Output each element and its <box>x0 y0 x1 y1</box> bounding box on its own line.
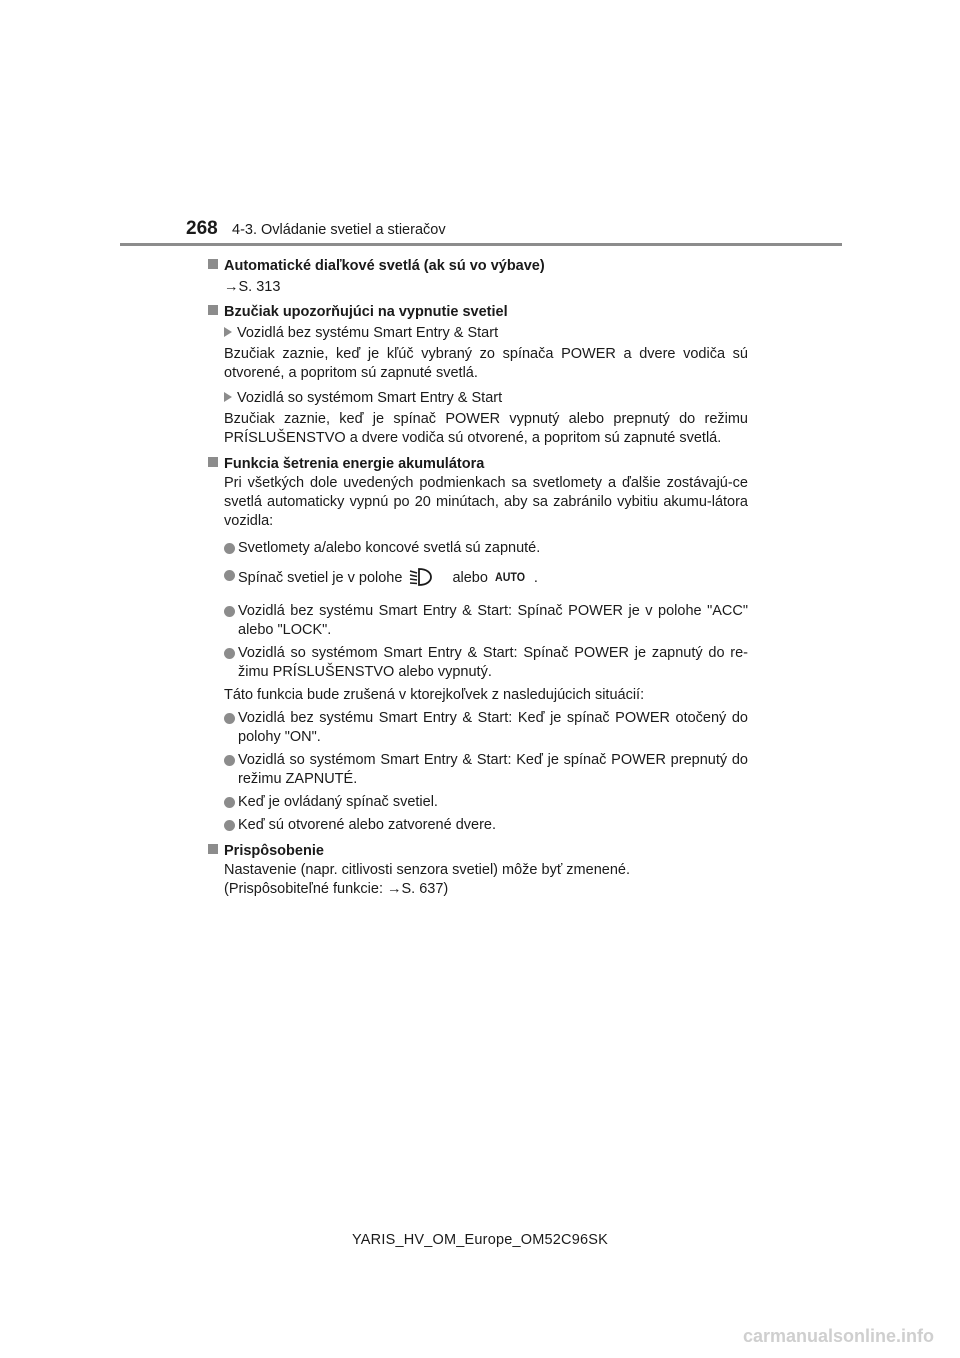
bullet-dot-icon <box>224 648 235 659</box>
heading-battery-saver: Funkcia šetrenia energie akumulátora <box>208 452 748 474</box>
page-number: 268 <box>186 218 218 239</box>
watermark: carmanualsonline.info <box>742 1326 934 1346</box>
heading-customization: Prispôsobenie <box>208 839 748 861</box>
vehicle-type-label: Vozidlá bez systému Smart Entry & Start <box>224 324 748 343</box>
paragraph: Nastavenie (napr. citlivosti senzora svetiel) môže byť zmenené. <box>224 862 630 878</box>
paragraph: Bzučiak zaznie, keď je kľúč vybraný zo spínača POWER a dvere vodiča sú otvorené, a popritom sú zapnuté svetlá. <box>224 346 748 381</box>
square-bullet-icon <box>208 844 218 854</box>
auto-icon <box>494 568 528 590</box>
bullet-dot-icon <box>224 755 235 766</box>
list-item: Keď je ovládaný spínač svetiel. <box>224 793 748 812</box>
page-header <box>0 0 960 250</box>
paragraph: Táto funkcia bude zrušená v ktorejkoľvek z nasledujúcich situácií: <box>224 687 645 703</box>
bullet-dot-icon <box>224 606 235 617</box>
vehicle-type-label: Vozidlá so systémom Smart Entry & Start <box>224 389 748 408</box>
headlight-icon <box>408 566 434 594</box>
paragraph: Pri všetkých dole uvedených podmienkach sa svetlomety a ďalšie zostávajú-ce svetlá automaticky vypnú po 20 minútach, aby sa zabránilo vybitiu akumu-látora vozidla: <box>224 475 748 529</box>
svg-text:AUTO: AUTO <box>494 570 525 584</box>
document-code: YARIS_HV_OM_Europe_OM52C96SK <box>352 1232 608 1248</box>
heading-auto-high-beam: Automatické diaľkové svetlá (ak sú vo výbave) <box>208 254 748 276</box>
bullet-dot-icon <box>224 713 235 724</box>
triangle-bullet-icon <box>224 327 232 337</box>
paragraph: Bzučiak zaznie, keď je spínač POWER vypnutý alebo prepnutý do režimu PRÍSLUŠENSTVO a dvere vodiča sú otvorené, a popritom sú zapnuté svetlá. <box>224 411 748 446</box>
bullet-dot-icon <box>224 543 235 554</box>
list-item: Vozidlá bez systému Smart Entry & Start: Spínač POWER je v polohe "ACC" alebo "LOCK". <box>224 602 748 640</box>
bullet-dot-icon <box>224 797 235 808</box>
square-bullet-icon <box>208 259 218 269</box>
section-title: 4-3. Ovládanie svetiel a stieračov <box>232 222 446 238</box>
list-item: Keď sú otvorené alebo zatvorené dvere. <box>224 816 748 835</box>
bullet-dot-icon <box>224 570 235 581</box>
square-bullet-icon <box>208 305 218 315</box>
triangle-bullet-icon <box>224 392 232 402</box>
header-rule <box>120 243 842 246</box>
page-reference[interactable]: →S. 313 <box>224 279 281 295</box>
list-item: Vozidlá so systémom Smart Entry & Start: Keď je spínač POWER prepnutý do režimu ZAPNUTÉ. <box>224 751 748 789</box>
list-item: Svetlomety a/alebo koncové svetlá sú zapnuté. <box>224 539 748 558</box>
list-item: Vozidlá so systémom Smart Entry & Start: Spínač POWER je zapnutý do re-žimu PRÍSLUŠENSTVO alebo vypnutý. <box>224 644 748 682</box>
list-item: Vozidlá bez systému Smart Entry & Start: Keď je spínač POWER otočený do polohy "ON". <box>224 709 748 747</box>
page-reference[interactable]: (Prispôsobiteľné funkcie: →S. 637) <box>224 881 449 897</box>
bullet-dot-icon <box>224 820 235 831</box>
heading-buzzer: Bzučiak upozorňujúci na vypnutie svetiel <box>208 300 748 322</box>
page-content <box>208 254 748 899</box>
list-item: Spínač svetiel je v polohe alebo AUTO . <box>224 566 748 594</box>
square-bullet-icon <box>208 457 218 467</box>
